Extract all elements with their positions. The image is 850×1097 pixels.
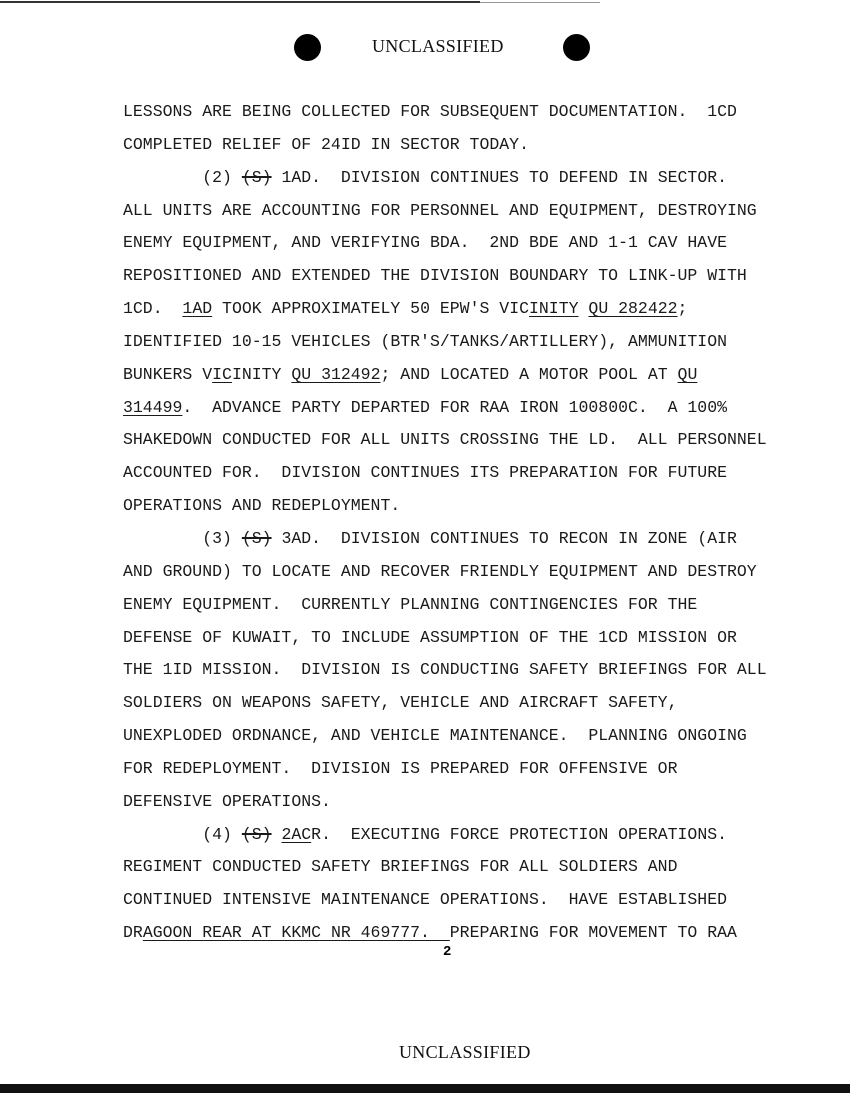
text-segment: THE 1ID MISSION. DIVISION IS CONDUCTING SAFETY BRIEFINGS FOR ALL <box>123 660 767 680</box>
struck-classification-mark: (S) <box>241 528 272 548</box>
text-segment: (4) <box>123 824 242 844</box>
underlined-text: QU <box>677 364 698 384</box>
text-segment: SOLDIERS ON WEAPONS SAFETY, VEHICLE AND AIRCRAFT SAFETY, <box>123 693 678 713</box>
text-segment: UNEXPLODED ORDNANCE, AND VEHICLE MAINTENANCE. PLANNING ONGOING <box>123 726 747 746</box>
text-line <box>123 753 767 786</box>
text-segment: R. EXECUTING FORCE PROTECTION OPERATIONS. <box>311 824 728 844</box>
text-line <box>123 622 767 655</box>
underlined-text: QU 312492 <box>291 364 381 384</box>
text-segment: ENEMY EQUIPMENT, AND VERIFYING BDA. 2ND BDE AND 1-1 CAV HAVE <box>123 233 727 253</box>
text-segment <box>272 825 282 844</box>
text-segment: 1CD. <box>123 299 183 319</box>
header-dot-left <box>294 34 321 61</box>
page-number: 2 <box>443 944 452 960</box>
text-segment: . ADVANCE PARTY DEPARTED FOR RAA IRON 100800C. A 100% <box>182 397 728 417</box>
text-line <box>123 359 767 392</box>
text-line <box>123 260 767 293</box>
text-segment: ALL UNITS ARE ACCOUNTING FOR PERSONNEL AND EQUIPMENT, DESTROYING <box>123 200 757 220</box>
scan-border-top <box>0 1 480 3</box>
scan-border-bottom <box>0 1084 850 1093</box>
text-line <box>123 326 767 359</box>
footer-classification: UNCLASSIFIED <box>399 1042 531 1062</box>
text-line <box>123 654 767 687</box>
text-segment: PREPARING FOR MOVEMENT TO RAA <box>449 923 737 943</box>
text-line <box>123 490 767 523</box>
text-line <box>123 424 767 457</box>
header-classification: UNCLASSIFIED <box>372 36 504 56</box>
text-segment: TOOK APPROXIMATELY 50 EPW'S VIC <box>212 299 529 319</box>
text-segment: IDENTIFIED 10-15 VEHICLES (BTR'S/TANKS/ARTILLERY), AMMUNITION <box>123 331 727 351</box>
text-line <box>123 392 767 425</box>
text-segment: OPERATIONS AND REDEPLOYMENT. <box>123 496 401 516</box>
text-line <box>123 162 767 195</box>
header-dot-right <box>563 34 590 61</box>
text-segment: 1AD. DIVISION CONTINUES TO DEFEND IN SECTOR. <box>271 167 728 187</box>
underlined-text: QU 282422 <box>588 299 678 319</box>
text-segment: DR <box>123 923 143 943</box>
text-line <box>123 589 767 622</box>
text-line <box>123 851 767 884</box>
text-segment: (3) <box>123 528 242 548</box>
text-segment: ENEMY EQUIPMENT. CURRENTLY PLANNING CONTINGENCIES FOR THE <box>123 594 698 614</box>
text-segment: INITY <box>231 364 292 384</box>
text-line <box>123 720 767 753</box>
underlined-text: IC <box>212 364 232 384</box>
text-segment: BUNKERS V <box>123 364 213 384</box>
text-line <box>123 293 767 326</box>
struck-classification-mark: (S) <box>241 824 272 844</box>
text-segment: ; <box>677 299 688 319</box>
text-segment: CONTINUED INTENSIVE MAINTENANCE OPERATIONS. HAVE ESTABLISHED <box>123 890 727 910</box>
underlined-text: 314499 <box>123 397 183 417</box>
text-segment: FOR REDEPLOYMENT. DIVISION IS PREPARED FOR OFFENSIVE OR <box>123 758 678 778</box>
text-line <box>123 129 767 162</box>
underlined-text: 2AC <box>281 824 312 844</box>
underlined-text: INITY <box>529 299 579 319</box>
text-line <box>123 556 767 589</box>
text-segment: ; AND LOCATED A MOTOR POOL AT <box>380 364 678 384</box>
text-segment <box>579 299 589 318</box>
text-line <box>123 819 767 852</box>
text-segment: COMPLETED RELIEF OF 24ID IN SECTOR TODAY. <box>123 134 529 154</box>
underlined-text: AGOON REAR AT KKMC NR 469777. <box>142 923 450 943</box>
underlined-text: 1AD <box>182 299 213 319</box>
text-segment: LESSONS ARE BEING COLLECTED FOR SUBSEQUENT DOCUMENTATION. 1CD <box>123 102 737 121</box>
text-line <box>123 227 767 260</box>
text-segment: REPOSITIONED AND EXTENDED THE DIVISION BOUNDARY TO LINK-UP WITH <box>123 266 747 286</box>
text-line <box>123 523 767 556</box>
scan-border-top-faint <box>480 2 600 3</box>
struck-classification-mark: (S) <box>241 167 272 187</box>
text-segment: DEFENSIVE OPERATIONS. <box>123 791 331 811</box>
text-segment: SHAKEDOWN CONDUCTED FOR ALL UNITS CROSSING THE LD. ALL PERSONNEL <box>123 430 767 450</box>
text-segment: AND GROUND) TO LOCATE AND RECOVER FRIENDLY EQUIPMENT AND DESTROY <box>123 561 757 581</box>
text-segment: 3AD. DIVISION CONTINUES TO RECON IN ZONE (AIR <box>271 528 737 548</box>
text-line <box>123 884 767 917</box>
text-segment: (2) <box>123 167 242 187</box>
text-line <box>123 96 767 129</box>
text-segment: REGIMENT CONDUCTED SAFETY BRIEFINGS FOR ALL SOLDIERS AND <box>123 857 678 877</box>
document-body <box>123 96 767 950</box>
text-line <box>123 687 767 720</box>
text-segment: ACCOUNTED FOR. DIVISION CONTINUES ITS PREPARATION FOR FUTURE <box>123 463 727 483</box>
text-segment: DEFENSE OF KUWAIT, TO INCLUDE ASSUMPTION OF THE 1CD MISSION OR <box>123 627 737 647</box>
text-line <box>123 786 767 819</box>
text-line <box>123 195 767 228</box>
text-line <box>123 457 767 490</box>
